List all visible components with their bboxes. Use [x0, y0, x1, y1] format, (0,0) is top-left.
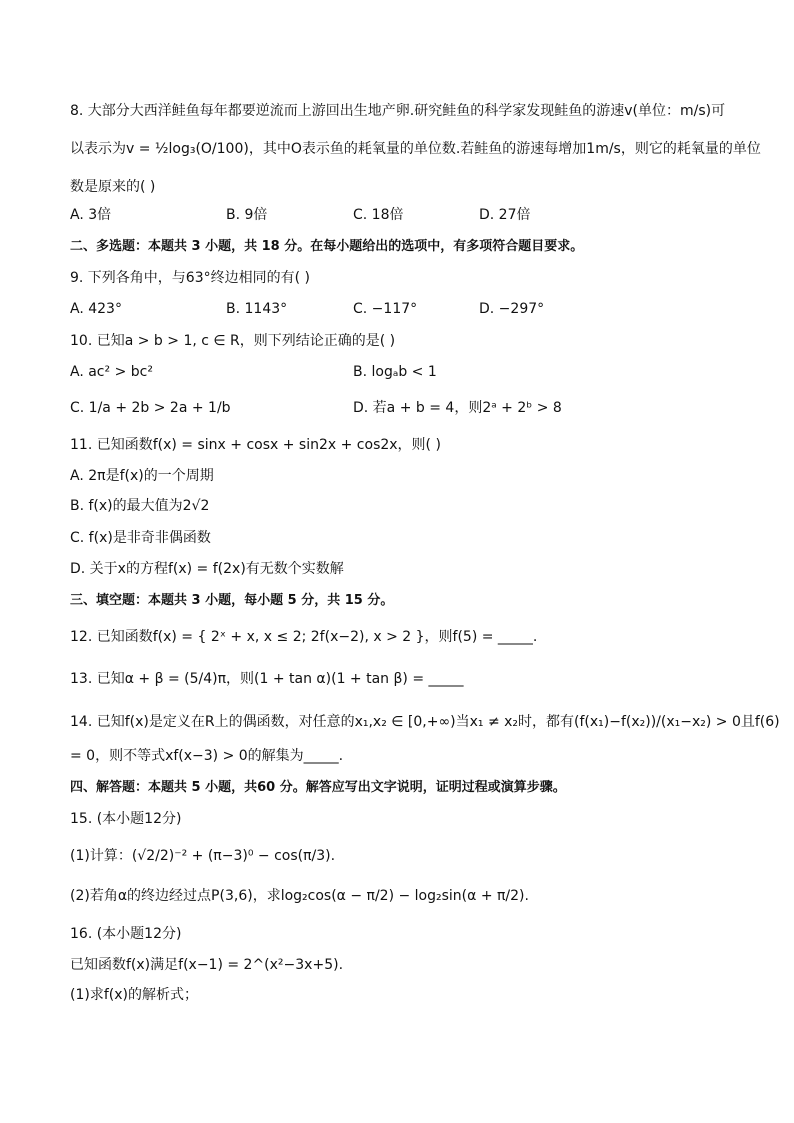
q10-option-c: C. 1/a + 2b > 2a + 1/b [70, 400, 231, 416]
q11-option-d: D. 关于x的方程f(x) = f(2x)有无数个实数解 [70, 561, 344, 577]
q8-option-d: D. 27倍 [479, 207, 531, 223]
q15-part2: (2)若角α的终边经过点P(3,6)，求log₂cos(α − π/2) − log₂sin(α + π/2). [70, 888, 529, 904]
q15-part1: (1)计算：(√2/2)⁻² + (π−3)⁰ − cos(π/3). [70, 848, 336, 864]
q8-option-a: A. 3倍 [70, 207, 112, 223]
q13-stem: 13. 已知α + β = (5/4)π，则(1 + tan α)(1 + tan β) = _____ [70, 671, 464, 687]
q11-option-a: A. 2π是f(x)的一个周期 [70, 468, 214, 484]
q10-option-d: D. 若a + b = 4，则2ᵃ + 2ᵇ > 8 [353, 400, 562, 416]
q8-option-b: B. 9倍 [226, 207, 268, 223]
q16-stem: 已知函数f(x)满足f(x−1) = 2^(x²−3x+5). [70, 957, 344, 973]
q15-header: 15. (本小题12分) [70, 811, 182, 827]
q9-option-c: C. −117° [353, 301, 418, 317]
q14-line2: = 0，则不等式xf(x−3) > 0的解集为_____. [70, 748, 344, 764]
q11-stem: 11. 已知函数f(x) = sinx + cosx + sin2x + cos2x，则( ) [70, 437, 441, 453]
q9-stem: 9. 下列各角中，与63°终边相同的有( ) [70, 270, 310, 286]
q9-option-a: A. 423° [70, 301, 122, 317]
section-answer-title: 四、解答题：本题共 5 小题，共60 分。解答应写出文字说明，证明过程或演算步骤。 [70, 780, 566, 795]
q9-option-d: D. −297° [479, 301, 545, 317]
q10-stem: 10. 已知a > b > 1, c ∈ R，则下列结论正确的是( ) [70, 333, 396, 349]
q10-option-b: B. logₐb < 1 [353, 364, 437, 380]
section-multiple-choice-title: 二、多选题：本题共 3 小题，共 18 分。在每小题给出的选项中，有多项符合题目要求。 [70, 239, 584, 254]
q10-option-a: A. ac² > bc² [70, 364, 153, 380]
q16-part1: (1)求f(x)的解析式； [70, 987, 198, 1003]
q8-option-c: C. 18倍 [353, 207, 404, 223]
q8-line3: 数是原来的( ) [70, 179, 156, 195]
q11-option-b: B. f(x)的最大值为2√2 [70, 498, 210, 514]
q16-header: 16. (本小题12分) [70, 926, 182, 942]
q8-line1: 8. 大部分大西洋鲑鱼每年都要逆流而上游回出生地产卵.研究鲑鱼的科学家发现鲑鱼的游速v(单位：m/s)可 [70, 103, 726, 119]
section-fill-blank-title: 三、填空题：本题共 3 小题，每小题 5 分，共 15 分。 [70, 593, 394, 608]
q8-line2: 以表示为v = ½log₃(O/100)，其中O表示鱼的耗氧量的单位数.若鲑鱼的游速每增加1m/s，则它的耗氧量的单位 [70, 141, 761, 157]
q9-option-b: B. 1143° [226, 301, 288, 317]
q11-option-c: C. f(x)是非奇非偶函数 [70, 530, 211, 546]
q14-line1: 14. 已知f(x)是定义在R上的偶函数，对任意的x₁,x₂ ∈ [0,+∞)当x₁ ≠ x₂时，都有(f(x₁)−f(x₂))/(x₁−x₂) > 0且f(6) [70, 714, 780, 730]
q12-stem: 12. 已知函数f(x) = { 2ˣ + x, x ≤ 2; 2f(x−2), x > 2 }，则f(5) = _____. [70, 629, 538, 645]
